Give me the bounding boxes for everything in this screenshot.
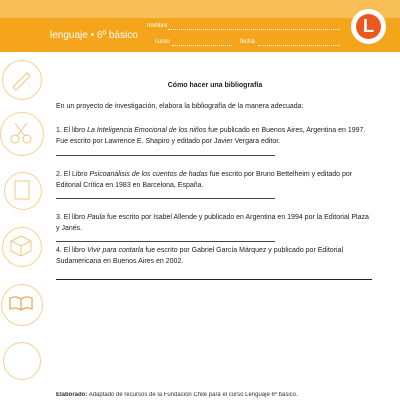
- item-prefix: 1. El libro: [56, 127, 88, 134]
- item-text: fue escrito por Gabriel García Márquez y publicado por Editorial Sudamericana en Buenos Aires en 2002.: [56, 247, 344, 265]
- item-text: fue escrito por Isabel Allende y publicado en Argentina en 1994 por la Editorial Plaza y Janés.: [56, 214, 369, 232]
- book-title: La Inteligencia Emocional de los niños: [87, 127, 207, 134]
- exercise-item-2: [56, 169, 374, 191]
- pencil-icon: [2, 60, 42, 100]
- exercise-item-4: [56, 245, 374, 267]
- book-title: Paula: [87, 214, 106, 221]
- name-field[interactable]: [168, 29, 340, 30]
- answer-line-4[interactable]: [56, 279, 372, 280]
- logo-letter: L: [356, 14, 381, 39]
- book-title: Vivir para contarla: [87, 247, 144, 254]
- footer-credits: [56, 392, 376, 398]
- header-highlight: [0, 0, 400, 18]
- exercise-item-1: [56, 125, 374, 147]
- sidebar-decoration: [0, 52, 44, 400]
- decorative-circle: [3, 342, 41, 380]
- item-prefix: 4. El libro: [56, 247, 88, 254]
- answer-line-3[interactable]: [56, 241, 275, 242]
- item-text: fue escrito por Bruno Bettelheim y editado por Editorial Crítica en 1983 en Barcelona, España.: [56, 171, 353, 189]
- date-field[interactable]: [258, 45, 340, 46]
- answer-line-2[interactable]: [56, 198, 275, 199]
- page-title: Cómo hacer una bibliografía: [167, 82, 263, 89]
- item-prefix: 3. El libro: [56, 214, 88, 221]
- course-label: curso: [155, 39, 170, 45]
- item-text: fue publicado en Buenos Aires, Argentina en 1997. Fue escrito por Lawrence E. Shapiro y editado por Javier Vergara editor.: [56, 127, 366, 145]
- date-label: fecha: [240, 39, 255, 45]
- scissors-icon: [0, 112, 44, 156]
- subject-label: lenguaje • 6º básico: [50, 30, 138, 41]
- book-icon: [4, 172, 42, 210]
- cube-icon: [2, 227, 42, 267]
- footer-label: Elaborado:: [56, 392, 88, 398]
- answer-line-1[interactable]: [56, 155, 275, 156]
- header-bar: [0, 0, 400, 52]
- item-prefix: 2. El Libro: [56, 171, 90, 178]
- name-label: nombre: [147, 23, 168, 29]
- instructions: En un proyecto de investigación, elabora la bibliografía de la manera adecuada:: [56, 103, 304, 110]
- course-field[interactable]: [172, 45, 232, 46]
- footer-text: Adaptado de recursos de la Fundación Chile para el curso Lenguaje 6º básico.: [88, 392, 298, 398]
- logo: [351, 9, 386, 44]
- exercise-item-3: [56, 212, 374, 234]
- open-book-icon: [1, 284, 43, 326]
- book-title: Psicoanálisis de los cuentos de hadas: [89, 171, 208, 178]
